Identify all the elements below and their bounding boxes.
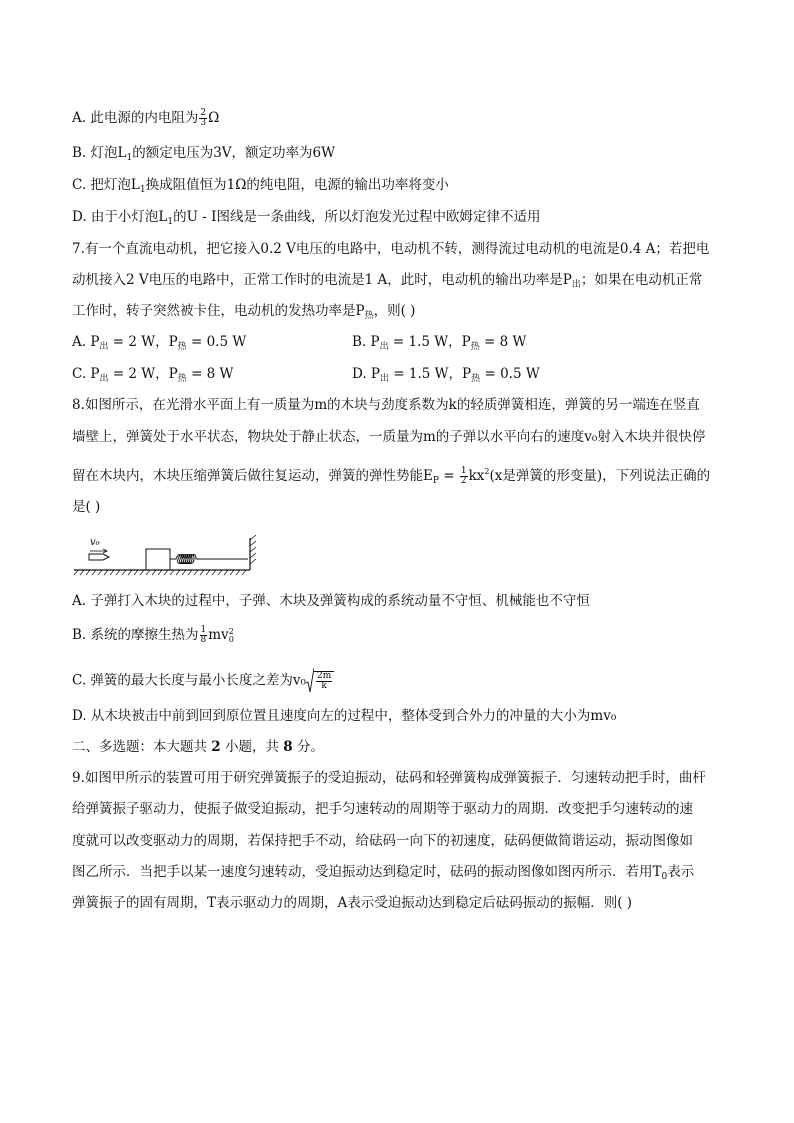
q6-option-a-unit: Ω bbox=[208, 110, 220, 126]
subscript: 0 bbox=[228, 634, 234, 644]
section-heading-text: 小题，共 bbox=[220, 739, 284, 755]
subscript: 热 bbox=[177, 374, 187, 384]
opt-text: = 2 W，P bbox=[108, 366, 178, 382]
opt-text: = 8 W bbox=[186, 366, 234, 382]
fraction-numerator: 1 bbox=[460, 466, 467, 476]
q8-option-d: D. 从木块被击中前到回到原位置且速度向左的过程中，整体受到合外力的冲量的大小为mv₀ bbox=[72, 708, 617, 724]
opt-text: A. P bbox=[72, 334, 100, 350]
q6-option-a-fraction bbox=[199, 109, 207, 128]
subscript: 热 bbox=[177, 342, 187, 352]
fraction-denominator: 3 bbox=[200, 118, 207, 128]
question-count: 2 bbox=[211, 739, 221, 755]
q9-line4-rest: 表示 bbox=[667, 864, 695, 880]
subscript: 出 bbox=[380, 374, 390, 384]
equals: = bbox=[438, 468, 459, 484]
q6-option-a bbox=[72, 108, 219, 128]
q7-stem-line3 bbox=[72, 301, 415, 326]
section-2-heading bbox=[72, 737, 324, 757]
q6-option-a-text: A. 此电源的内电阻为 bbox=[72, 110, 199, 126]
section-heading-text: 分。 bbox=[292, 739, 324, 755]
q8-stem-line1: 8.如图所示，在光滑水平面上有一质量为m的木块与劲度系数为k的轻质弹簧相连，弹簧的另一端连在竖直 bbox=[72, 397, 700, 413]
q6-option-d-rest: 的U - I图线是一条曲线，所以灯泡发光过程中欧姆定律不适用 bbox=[173, 209, 541, 225]
opt-text: = 0.5 W bbox=[186, 334, 247, 350]
q9-stem-line2: 给弹簧振子驱动力，使振子做受迫振动，把手匀速转动的周期等于驱动力的周期．改变把手匀速转动的速 bbox=[72, 801, 693, 817]
fraction-denominator: k bbox=[321, 681, 327, 691]
superscript: 2 bbox=[228, 626, 234, 636]
velocity-label: v₀ bbox=[90, 537, 100, 548]
bullet-shape bbox=[89, 554, 109, 560]
q7-option-a bbox=[72, 332, 246, 357]
q6-option-d bbox=[72, 207, 540, 232]
q6-option-c-rest: 换成阻值恒为1Ω的纯电阻，电源的输出功率将变小 bbox=[145, 177, 449, 193]
opt-text: C. P bbox=[72, 366, 100, 382]
q6-option-b-rest: 的额定电压为3V，额定功率为6W bbox=[132, 145, 336, 161]
q8-line3-rest: (x是弹簧的形变量)，下列说法正确的 bbox=[489, 468, 711, 484]
opt-text: = 0.5 W bbox=[480, 366, 540, 382]
opt-text: = 2 W，P bbox=[108, 334, 178, 350]
subscript: 1 bbox=[126, 153, 133, 163]
fraction-numerator: 2m bbox=[316, 671, 332, 681]
wood-block bbox=[146, 549, 170, 570]
opt-text: = 8 W bbox=[479, 334, 527, 350]
spring-coil bbox=[170, 555, 248, 564]
subscript: 0 bbox=[661, 872, 668, 882]
fraction-numerator: 1 bbox=[200, 625, 207, 635]
q8-line3-kx: kx bbox=[468, 468, 485, 484]
q8-line3-text: 留在木块内，木块压缩弹簧后做往复运动，弹簧的弹性势能E bbox=[72, 468, 433, 484]
q8-option-a: A. 子弹打入木块的过程中，子弹、木块及弹簧构成的系统动量不守恒、机械能也不守恒 bbox=[72, 593, 590, 609]
q7-stem-line2 bbox=[72, 270, 702, 295]
sqrt-radicand bbox=[314, 671, 334, 691]
q6-option-b bbox=[72, 143, 335, 168]
subscript: 出 bbox=[99, 374, 109, 384]
q7-line2-text: 动机接入2 V电压的电路中，正常工作时的电流是1 A，此时，电动机的输出功率是P bbox=[72, 272, 572, 288]
q6-option-c bbox=[72, 175, 449, 200]
q8-option-c-text: C. 弹簧的最大长度与最小长度之差为v₀ bbox=[72, 672, 306, 689]
subscript: 出 bbox=[379, 342, 389, 352]
subscript: P bbox=[432, 476, 439, 486]
opt-text: = 1.5 W，P bbox=[389, 366, 472, 382]
q8-option-b-mv: mv bbox=[208, 627, 229, 643]
q6-option-b-text: B. 灯泡L bbox=[72, 145, 127, 161]
q9-stem-line5: 弹簧振子的固有周期，T表示驱动力的周期，A表示受迫振动达到稳定后砝码振动的振幅．则( ) bbox=[72, 895, 633, 911]
q6-option-c-text: C. 把灯泡L bbox=[72, 177, 140, 193]
fraction-denominator: 8 bbox=[200, 635, 207, 645]
subscript: 1 bbox=[167, 217, 174, 227]
fraction-numerator: 2 bbox=[200, 108, 207, 118]
q7-option-d bbox=[352, 364, 540, 389]
section-score: 8 bbox=[283, 739, 293, 755]
q7-stem-line1: 7.有一个直流电动机，把它接入0.2 V电压的电路中，电动机不转，测得流过电动机的电流是0.4 A；若把电 bbox=[72, 241, 710, 257]
q6-option-d-text: D. 由于小灯泡L bbox=[72, 209, 168, 225]
opt-text: D. P bbox=[352, 366, 381, 382]
q9-line4-text: 图乙所示．当把手以某一速度匀速转动，受迫振动达到稳定时，砝码的振动图像如图丙所示．若用T bbox=[72, 864, 662, 880]
subscript: 热 bbox=[364, 311, 374, 321]
q8-option-b bbox=[72, 625, 234, 645]
opt-text: B. P bbox=[352, 334, 380, 350]
superscript: 2 bbox=[484, 467, 490, 476]
subscript: 出 bbox=[99, 342, 109, 352]
q7-line2-rest: ；如果在电动机正常 bbox=[580, 272, 703, 288]
q8-stem-line2: 墙壁上，弹簧处于水平状态，物块处于静止状态，一质量为m的子弹以水平向右的速度v₀射入木块并很快停 bbox=[72, 429, 706, 445]
q9-stem-line4 bbox=[72, 862, 694, 887]
q8-stem-line4: 是( ) bbox=[72, 499, 101, 515]
sqrt-expression bbox=[306, 668, 334, 694]
q9-stem-line1: 9.如图甲所示的装置可用于研究弹簧振子的受迫振动，砝码和轻弹簧构成弹簧振子．匀速转动把手时，曲杆 bbox=[72, 770, 706, 786]
q7-line3-rest: ，则( ) bbox=[373, 303, 416, 319]
q8-option-b-text: B. 系统的摩擦生热为 bbox=[72, 627, 199, 643]
subscript: 出 bbox=[571, 280, 581, 290]
fraction bbox=[200, 626, 208, 645]
subscript: 热 bbox=[470, 342, 480, 352]
q8-figure bbox=[72, 532, 262, 580]
sqrt-sign bbox=[306, 668, 314, 694]
fraction bbox=[460, 467, 468, 486]
opt-text: = 1.5 W，P bbox=[388, 334, 471, 350]
fraction-denominator: 2 bbox=[460, 476, 467, 486]
q7-line3-text: 工作时，转子突然被卡住，电动机的发热功率是P bbox=[72, 303, 365, 319]
q9-stem-line3: 度就可以改变驱动力的周期，若保持把手不动，给砝码一向下的初速度，砝码便做简谐运动，振动图像如 bbox=[72, 833, 693, 849]
q8-option-c bbox=[72, 668, 334, 694]
q8-stem-line3 bbox=[72, 462, 710, 491]
q7-option-b bbox=[352, 332, 526, 357]
subscript: 热 bbox=[471, 374, 481, 384]
subscript: 1 bbox=[139, 185, 146, 195]
section-heading-text: 二、多选题：本大题共 bbox=[72, 739, 212, 755]
q7-option-c bbox=[72, 364, 233, 389]
